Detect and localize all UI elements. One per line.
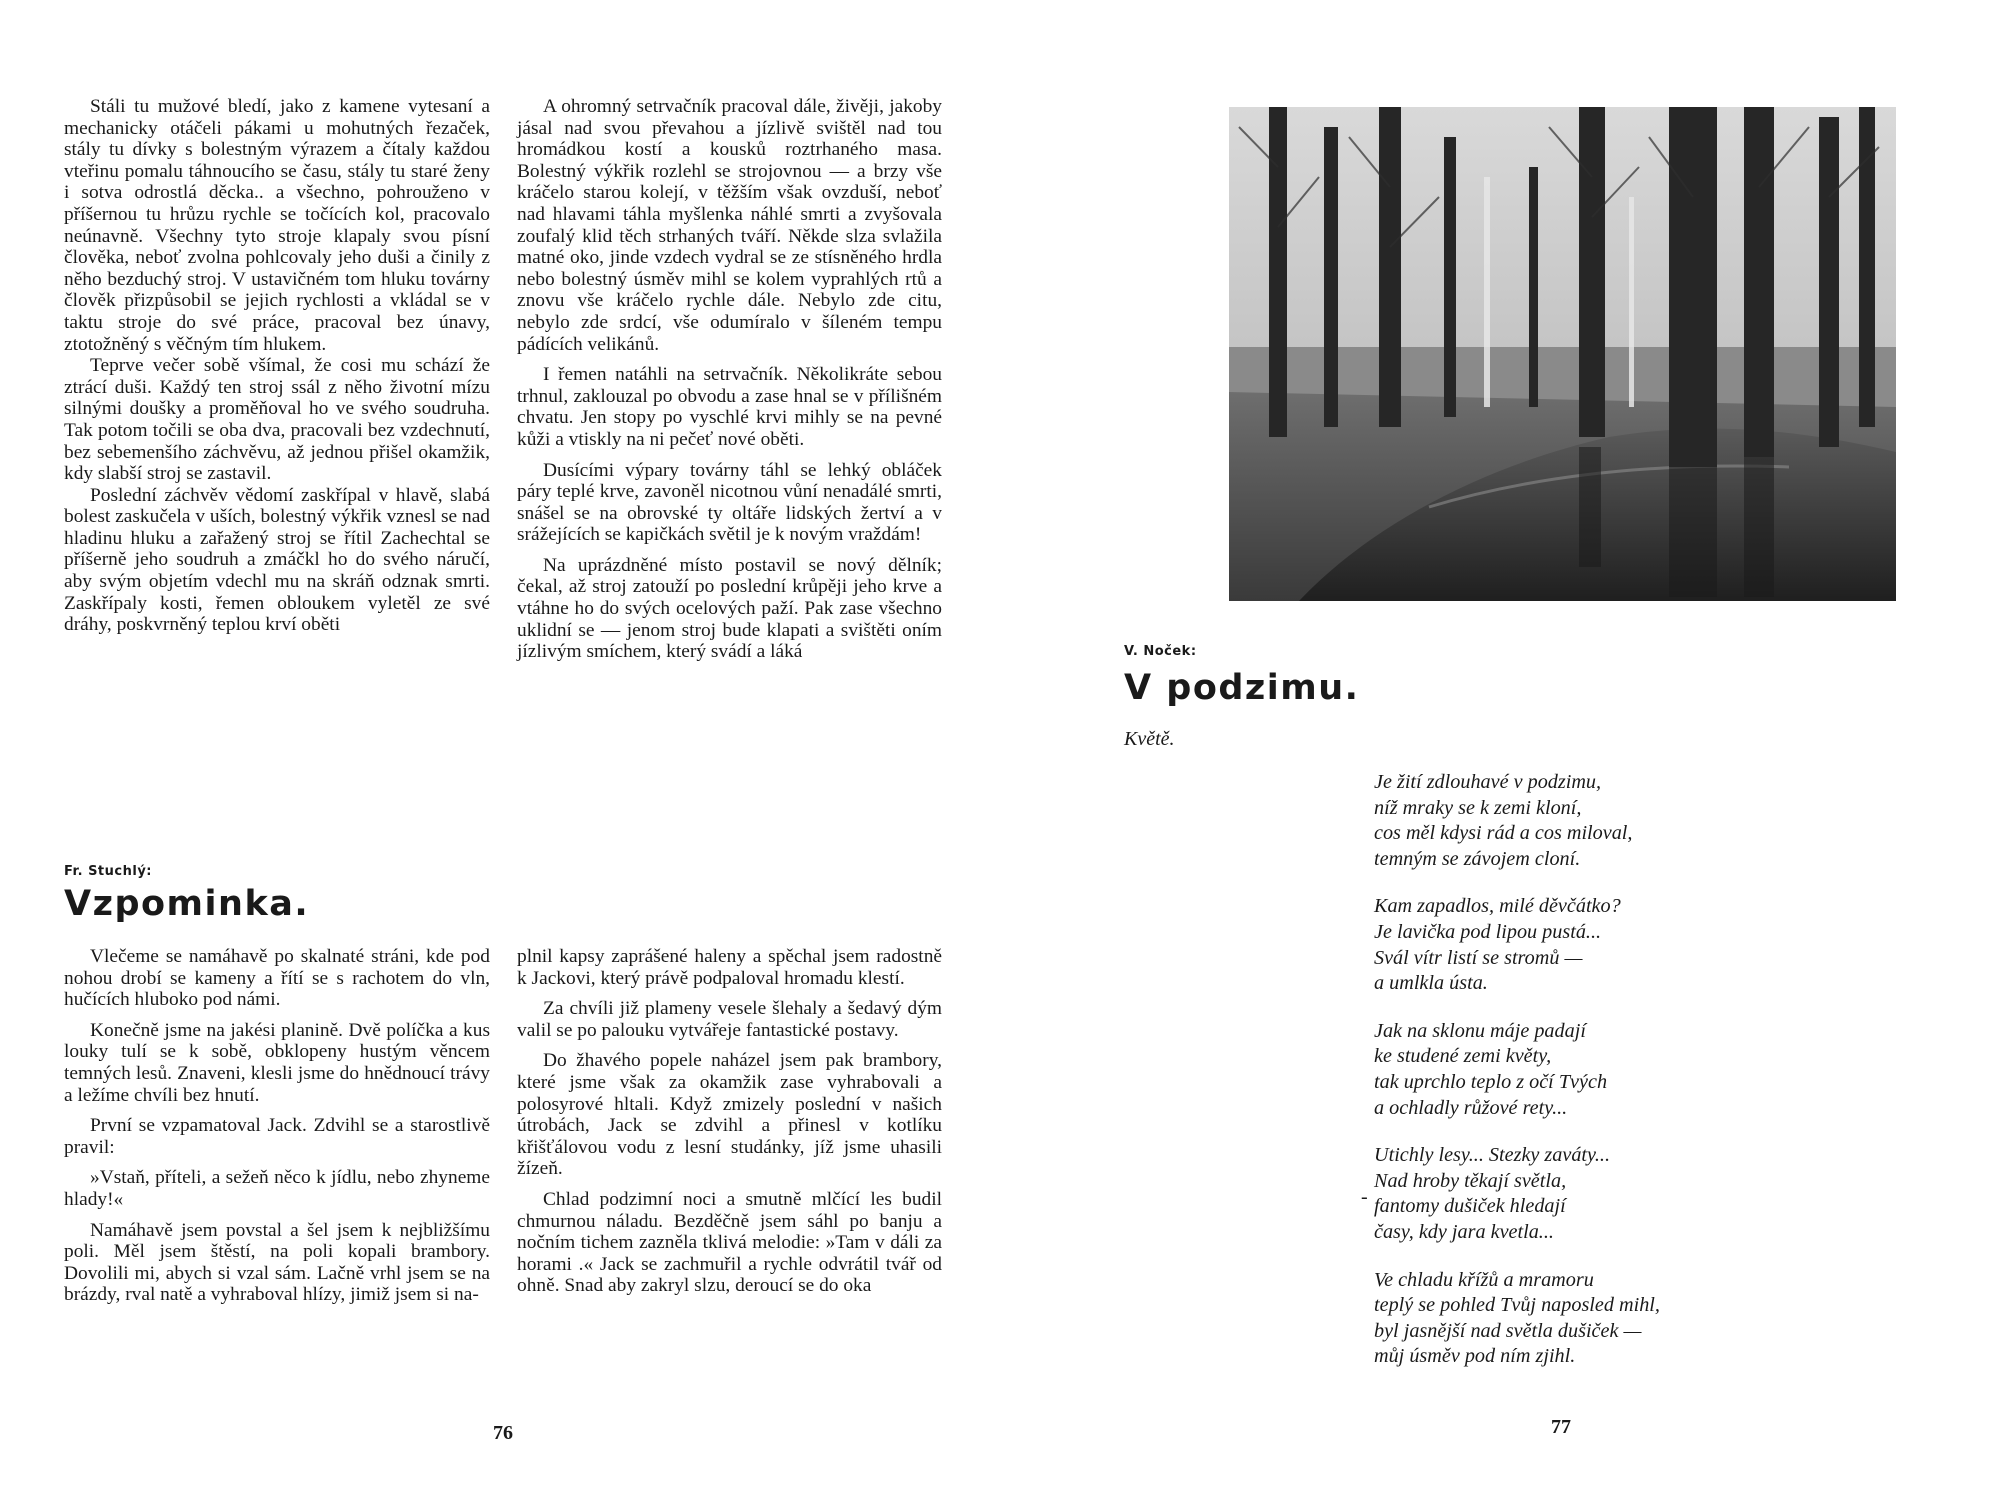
paragraph: Do žhavého popele naházel jsem pak brambory, které jsme však za okamžik zase vyhrabovali a polosyrové hltali. Když zmizely poslední v našich útrobách, Jack se zdvihl a přinesl v kotlíku křišťálovou vodu z lesní studánky, jíž jsme uhasili žízeň. bbox=[517, 1050, 942, 1180]
story2-column-1 bbox=[64, 946, 490, 1306]
poem-line: Jak na sklonu máje padají bbox=[1374, 1019, 1586, 1042]
poem-line: cos měl kdysi rád a cos miloval, bbox=[1374, 822, 1633, 845]
poem-line: a umlkla ústa. bbox=[1374, 972, 1488, 995]
poem-line: a ochladly růžové rety... bbox=[1374, 1096, 1568, 1119]
poem-line: Utichly lesy... Stezky zaváty... bbox=[1374, 1144, 1611, 1167]
page-number-left: 76 bbox=[493, 1422, 513, 1444]
poem-stanza bbox=[1374, 1143, 1660, 1245]
poem-stanza bbox=[1374, 1019, 1660, 1121]
paragraph: Teprve večer sobě všímal, že cosi mu schází že ztrácí duši. Každý ten stroj ssál z něho životní mízu silnými doušky a proměňoval ho ve svého soudruha. Tak potom točili se oba dva, pracovali bez vzdechnutí, bez sebemenšího záchvěvu, až jednou přišel okamžik, kdy slabší stroj se zastavil. bbox=[64, 355, 490, 485]
paragraph: plnil kapsy zaprášené haleny a spěchal jsem radostně k Jackovi, který právě podpaloval hromadu klestí. bbox=[517, 946, 942, 989]
poem-line: fantomy dušiček hledají bbox=[1374, 1195, 1566, 1218]
page-number-right: 77 bbox=[1551, 1416, 1571, 1438]
poem-line: níž mraky se k zemi kloní, bbox=[1374, 796, 1582, 819]
story1-column-2 bbox=[517, 96, 942, 663]
poem bbox=[1374, 770, 1660, 1392]
paragraph: Dusícími výpary továrny táhl se lehký obláček páry teplé krve, zavoněl nicotnou vůní nenadálé smrti, snášel se na obrovské ty oltáře lidských žertví a v srážejících se kapičkách světil je k novým vraždám! bbox=[517, 459, 942, 546]
paragraph: První se vzpamatoval Jack. Zdvihl se a starostlivě pravil: bbox=[64, 1115, 490, 1158]
poem-line: Svál vítr listí se stromů — bbox=[1374, 946, 1583, 969]
poem-stanza bbox=[1374, 1268, 1660, 1370]
paragraph: Chlad podzimní noci a smutně mlčící les budil chmurnou náladu. Bezděčně jsem sáhl po banju a nočním tichem zazněla tklivá melodie: »Tam v dáli za horami .« Jack se zachmuřil a rychle odvrátil tvář od ohně. Snad aby zakryl slzu, deroucí se do oka bbox=[517, 1188, 942, 1297]
paragraph: Za chvíli již plameny vesele šlehaly a šedavý dým valil se po palouku vytvářeje fantastické postavy. bbox=[517, 998, 942, 1041]
poem-line: Je lavička pod lipou pustá... bbox=[1374, 920, 1602, 943]
paragraph: Na uprázdněné místo postavil se nový dělník; čekal, až stroj zatouží po poslední krůpěji jeho krve a vtáhne ho do svých ocelových paží. Pak zase všechno uklidní se — jenom stroj bude klapati a svištěti oním jízlivým smíchem, který svádí a láká bbox=[517, 554, 942, 663]
story2-column-2 bbox=[517, 946, 942, 1297]
poem-dash-mark: - bbox=[1361, 1186, 1368, 1208]
story1-column-1 bbox=[64, 96, 490, 636]
paragraph: Konečně jsme na jakési planině. Dvě políčka a kus louky tulí se k sobě, obklopeny hustým věncem temných lesů. Znaveni, klesli jsme do hnědnoucí trávy a ležíme chvíli bez hnutí. bbox=[64, 1019, 490, 1106]
poem-stanza bbox=[1374, 770, 1660, 872]
poem-line: tak uprchlo teplo z očí Tvých bbox=[1374, 1070, 1608, 1093]
forest-pond-photo bbox=[1229, 107, 1896, 601]
paragraph: Namáhavě jsem povstal a šel jsem k nejbližšímu poli. Měl jsem štěstí, na poli kopali brambory. Dovolili mi, abych si vzal sám. Lačně vrhl jsem se na brázdy, rval natě a vyhraboval hlízy, jimiž jsem si na- bbox=[64, 1219, 490, 1306]
poem-line: Kam zapadlos, milé děvčátko? bbox=[1374, 895, 1621, 918]
poem-line: byl jasnější nad světla dušiček — bbox=[1374, 1319, 1642, 1342]
poem-author: V. Noček: bbox=[1124, 644, 1197, 659]
poem-line: ke studené zemi květy, bbox=[1374, 1045, 1552, 1068]
poem-line: můj úsměv pod ním zjihl. bbox=[1374, 1345, 1576, 1368]
paragraph: I řemen natáhli na setrvačník. Několikráte sebou trhnul, zaklouzal po obvodu a zase hnal se v přílišném chvatu. Jen stopy po vyschlé krvi mihly se na pevné kůži a vtiskly na ni pečeť nové oběti. bbox=[517, 364, 942, 450]
poem-line: Nad hroby těkají světla, bbox=[1374, 1169, 1567, 1192]
poem-line: temným se závojem cloní. bbox=[1374, 847, 1581, 870]
story2-title: Vzpominka. bbox=[64, 884, 310, 924]
poem-line: Ve chladu křížů a mramoru bbox=[1374, 1268, 1594, 1291]
poem-stanza bbox=[1374, 894, 1660, 996]
poem-line: Je žití zdlouhavé v podzimu, bbox=[1374, 771, 1602, 793]
poem-dedication: Květě. bbox=[1124, 728, 1175, 750]
poem-title: V podzimu. bbox=[1124, 668, 1360, 708]
paragraph: Poslední záchvěv vědomí zaskřípal v hlavě, slabá bolest zaskučela v uších, bolestný výkřik vznesl se nad hladinu hluku a zařažený stroj se řítil Zachechtal se příšerně jeho soudruh a zmáčkl ho do svého náručí, aby svým objetím vdechl mu na skráň odznak smrti. Zaskřípaly kosti, řemen obloukem vyletěl ze své dráhy, poskvrněný teplou krví oběti bbox=[64, 484, 490, 636]
story2-author: Fr. Stuchlý: bbox=[64, 864, 152, 879]
paragraph: Stáli tu mužové bledí, jako z kamene vytesaní a mechanicky otáčeli pákami u mohutných řezaček, stály tu dívky s bolestným výrazem a čítaly každou vteřinu pomalu táhnoucího se času, stály tu staré ženy i sotva odrostlá děcka.. a všechno, pohrouženo v příšernou tu hrůzu rychle se točících kol, pracovalo neúnavně. Všechny tyto stroje klapaly svou písní člověka, neboť zvolna pohlcovaly jeho duši a činily z něho bezduchý stroj. V ustavičném tom hluku továrny člověk přizpůsobil se jejich rychlosti a vkládal se v taktu stroje do své práce, pracoval bez únavy, ztotožněný s věčným tím hlukem. bbox=[64, 96, 490, 355]
paragraph: »Vstaň, příteli, a sežeň něco k jídlu, nebo zhyneme hlady!« bbox=[64, 1167, 490, 1210]
paragraph: A ohromný setrvačník pracoval dále, živěji, jakoby jásal nad svou převahou a jízlivě svištěl nad tou hromádkou kostí a kousků roztrhaného masa. Bolestný výkřik rozlehl se strojovnou — a brzy vše kráčelo starou kolejí, v těžším však ovzduší, neboť nad hlavami táhla myšlenka náhlé smrti a zvyšovala zoufalý klid těch strhaných tváří. Někde slza svlažila matné oko, jinde vzdech vydral se ze stísněného hrdla nebo bolestný úsměv mihl se kolem vyprahlých rtů a znovu vše kráčelo rychle dále. Nebylo zde citu, nebylo zde srdcí, vše odumíralo v šíleném tempu pádících velikánů. bbox=[517, 96, 942, 355]
paragraph: Vlečeme se namáhavě po skalnaté stráni, kde pod nohou drobí se kameny a řítí se s rachotem do vln, hučících hluboko pod námi. bbox=[64, 946, 490, 1011]
poem-line: časy, kdy jara kvetla... bbox=[1374, 1220, 1554, 1243]
poem-line: teplý se pohled Tvůj naposled mihl, bbox=[1374, 1294, 1660, 1317]
